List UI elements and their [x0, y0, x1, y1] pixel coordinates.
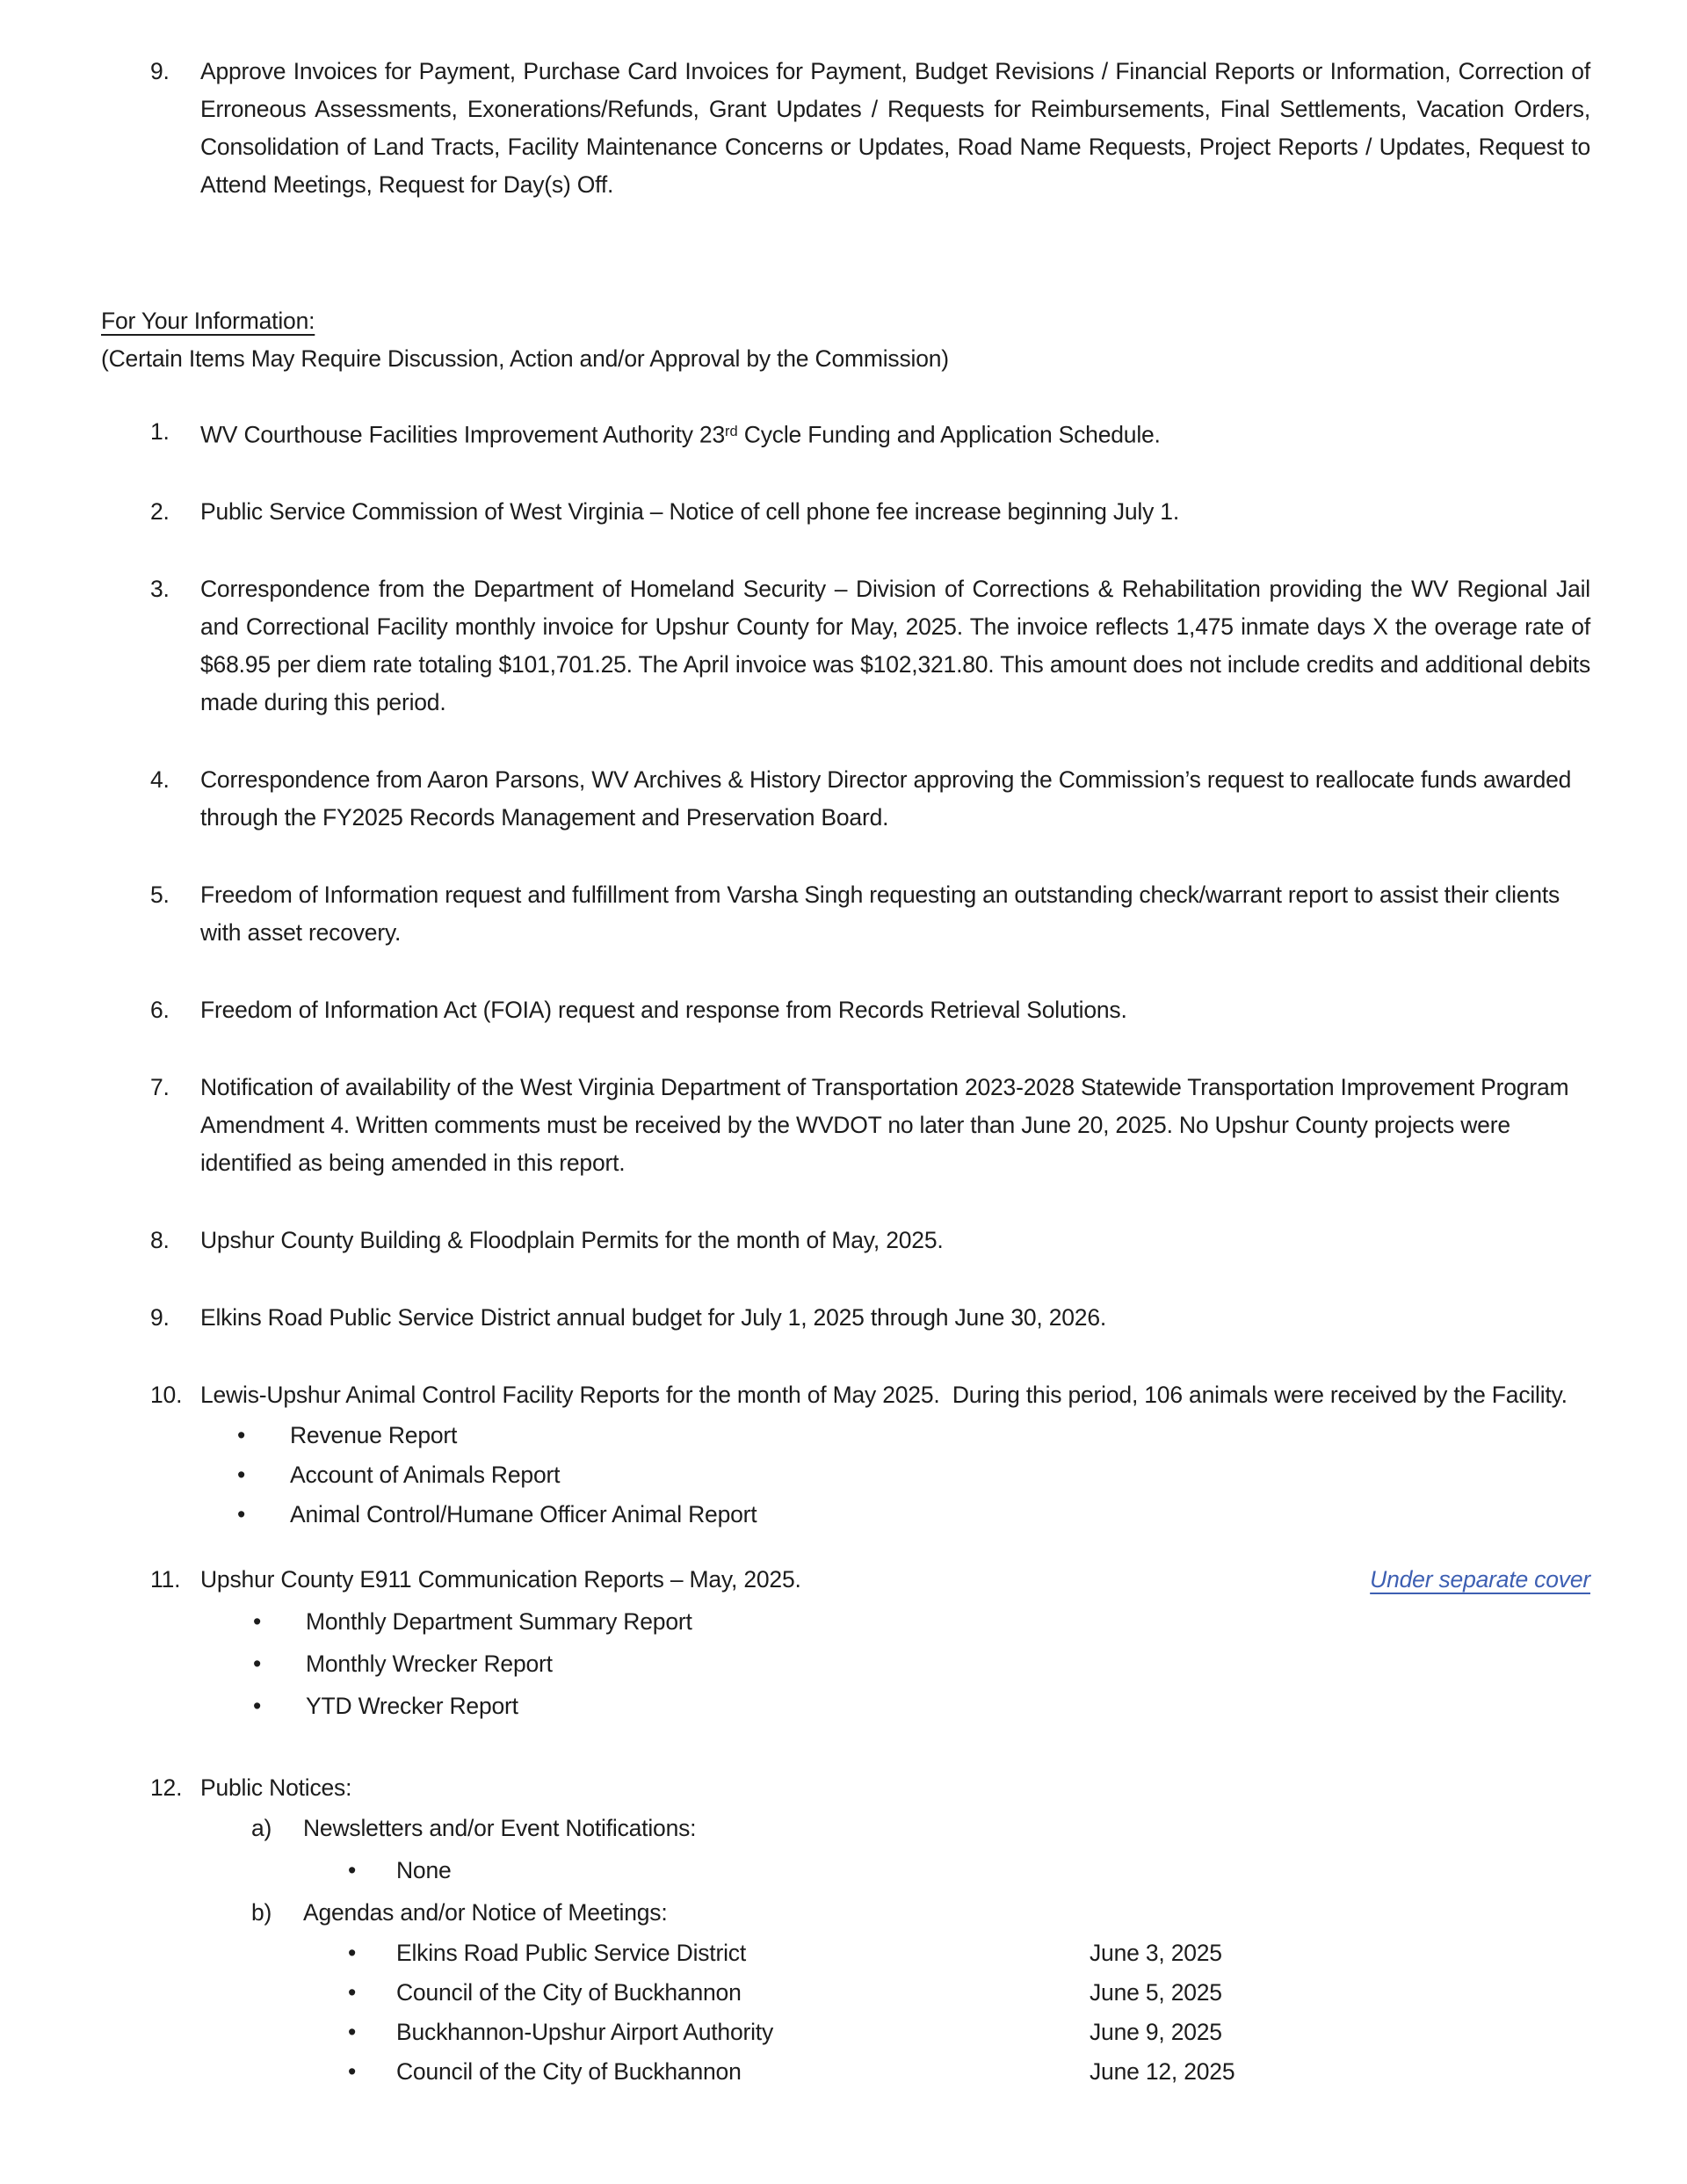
bullet-text: Revenue Report — [290, 1422, 458, 1449]
sub-item-title: Newsletters and/or Event Notifications: — [303, 1815, 697, 1842]
fyi-section-header — [101, 302, 1590, 378]
meeting-row — [200, 2052, 1590, 2092]
fyi-item-1 — [101, 413, 1590, 453]
meeting-date: June 5, 2025 — [1090, 1979, 1222, 2006]
item-text-part: WV Courthouse Facilities Improvement Authority 23 — [200, 421, 726, 448]
item-number: 5. — [150, 882, 170, 909]
public-notices-sub-a — [200, 1807, 1590, 1849]
bullet-list — [200, 1416, 1590, 1535]
item-number: 4. — [150, 766, 170, 794]
item-number: 7. — [150, 1074, 170, 1101]
bullet-icon: • — [348, 1940, 357, 1967]
meeting-name: Buckhannon-Upshur Airport Authority — [396, 2019, 774, 2046]
bullet-icon: • — [253, 1608, 262, 1636]
fyi-item-12 — [101, 1769, 1590, 2092]
meeting-row — [200, 1934, 1590, 1973]
fyi-item-11 — [101, 1561, 1590, 1727]
meeting-name: Council of the City of Buckhannon — [396, 2058, 742, 2086]
fyi-item-2 — [101, 493, 1590, 531]
list-item — [200, 1495, 1590, 1535]
bullet-icon: • — [237, 1462, 246, 1489]
list-item — [200, 1643, 1590, 1685]
bullet-text: YTD Wrecker Report — [306, 1693, 518, 1720]
sub-item-label: a) — [251, 1815, 272, 1842]
list-item — [200, 1849, 1590, 1891]
bullet-list — [200, 1600, 1590, 1727]
meeting-date: June 9, 2025 — [1090, 2019, 1222, 2046]
sub-item-label: b) — [251, 1899, 272, 1926]
public-notices-sub-b — [200, 1891, 1590, 1934]
meeting-row — [200, 2013, 1590, 2052]
item-number: 8. — [150, 1227, 170, 1254]
item-number: 9. — [150, 58, 170, 84]
item-text-part: Cycle Funding and Application Schedule. — [737, 421, 1161, 448]
item-number: 3. — [150, 576, 170, 603]
list-item — [200, 1455, 1590, 1495]
bullet-text: None — [396, 1857, 452, 1884]
meeting-date: June 3, 2025 — [1090, 1940, 1222, 1967]
list-item — [200, 1600, 1590, 1643]
item-number: 9. — [150, 1304, 170, 1331]
meeting-list — [200, 1934, 1590, 2092]
item-text: Upshur County E911 Communication Reports – May, 2025. — [200, 1566, 801, 1593]
item-number: 11. — [150, 1566, 181, 1593]
bullet-icon: • — [253, 1693, 262, 1720]
bullet-icon: • — [253, 1651, 262, 1678]
fyi-item-9 — [101, 1299, 1590, 1337]
item-number: 2. — [150, 498, 170, 526]
sub-item-title: Agendas and/or Notice of Meetings: — [303, 1899, 668, 1926]
meeting-row — [200, 1973, 1590, 2013]
item-text: Elkins Road Public Service District annual budget for July 1, 2025 through June 30, 2026. — [200, 1304, 1107, 1331]
meeting-date: June 12, 2025 — [1090, 2058, 1235, 2086]
item-body — [200, 1561, 1590, 1727]
bullet-icon: • — [348, 2058, 357, 2086]
meeting-name: Elkins Road Public Service District — [396, 1940, 746, 1967]
item-text: Freedom of Information Act (FOIA) request and response from Records Retrieval Solutions. — [200, 997, 1127, 1024]
bullet-text: Account of Animals Report — [290, 1462, 561, 1489]
item-text: Approve Invoices for Payment, Purchase Card Invoices for Payment, Budget Revisions / Financial Reports or Information, Correction of Erroneous Assessments, Exonerations/Refunds, Grant Updates / Requests for Reimbursements, Final Settlements, Vacation Orders, Consolidation of Land Tracts, Facility Maintenance Concerns or Updates, Road Name Requests, Project Reports / Updates, Request to Attend Meetings, Request for Day(s) Off. — [200, 58, 1590, 198]
meeting-name: Council of the City of Buckhannon — [396, 1979, 742, 2006]
item-text: Upshur County Building & Floodplain Permits for the month of May, 2025. — [200, 1227, 944, 1254]
bullet-text: Monthly Department Summary Report — [306, 1608, 692, 1636]
bullet-text: Animal Control/Humane Officer Animal Report — [290, 1501, 757, 1528]
section-heading: For Your Information: — [101, 308, 315, 334]
bullet-text: Monthly Wrecker Report — [306, 1651, 553, 1678]
bullet-icon: • — [237, 1501, 246, 1528]
item-title-row — [200, 1561, 1590, 1599]
bullet-icon: • — [348, 1979, 357, 2006]
bullet-icon: • — [348, 2019, 357, 2046]
item-number: 10. — [150, 1382, 183, 1409]
section-subheading: (Certain Items May Require Discussion, Action and/or Approval by the Commission) — [101, 345, 949, 372]
item-text — [200, 413, 1590, 453]
list-item — [200, 1416, 1590, 1455]
bullet-icon: • — [348, 1857, 357, 1884]
ordinal-superscript: rd — [725, 424, 738, 439]
item-body — [200, 1769, 1590, 2092]
item-text: Notification of availability of the West Virginia Department of Transportation 2023-2028 Statewide Transportation Improvement Program Amendment 4. Written comments must be received by the WVDOT no later than June 20, 2025. No Upshur County projects were identified as being amended in this report. — [200, 1074, 1569, 1177]
fyi-item-10 — [101, 1376, 1590, 1535]
item-text: Public Notices: — [200, 1774, 352, 1802]
item-text — [200, 1376, 1590, 1535]
item-text: Public Service Commission of West Virginia – Notice of cell phone fee increase beginning July 1. — [200, 498, 1180, 526]
item-number: 12. — [150, 1774, 183, 1802]
fyi-item-8 — [101, 1222, 1590, 1259]
item-number: 6. — [150, 997, 170, 1024]
fyi-item-7 — [101, 1069, 1590, 1182]
fyi-item-6 — [101, 991, 1590, 1029]
fyi-item-4 — [101, 761, 1590, 837]
item-text-part: Lewis-Upshur Animal Control Facility Reports for the month of May 2025. During this period, 106 animals were received by the Facility. — [200, 1382, 1568, 1409]
under-separate-cover-link[interactable]: Under separate cover — [1370, 1566, 1590, 1593]
item-text: Freedom of Information request and fulfillment from Varsha Singh requesting an outstanding check/warrant report to assist their clients with asset recovery. — [200, 882, 1560, 947]
bullet-icon: • — [237, 1422, 246, 1449]
fyi-item-3 — [101, 570, 1590, 722]
prior-agenda-item — [101, 53, 1590, 204]
list-item — [200, 1685, 1590, 1727]
item-text: Correspondence from the Department of Homeland Security – Division of Corrections & Rehabilitation providing the WV Regional Jail and Correctional Facility monthly invoice for Upshur County for May, 2025. The invoice reflects 1,475 inmate days X the overage rate of $68.95 per diem rate totaling $101,701.25. The April invoice was $102,321.80. This amount does not include credits and additional debits made during this period. — [200, 576, 1590, 716]
item-text: Correspondence from Aaron Parsons, WV Archives & History Director approving the Commission’s request to reallocate funds awarded through the FY2025 Records Management and Preservation Board. — [200, 766, 1572, 831]
item-number: 1. — [150, 418, 170, 445]
fyi-item-5 — [101, 876, 1590, 952]
